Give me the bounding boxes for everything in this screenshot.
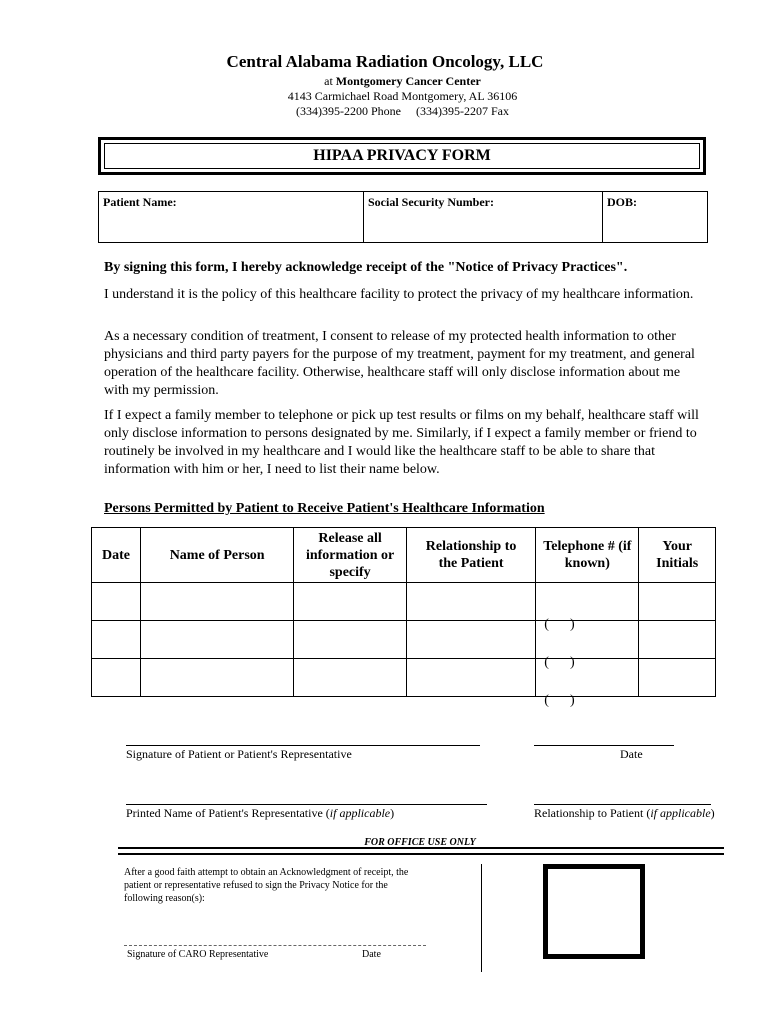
- cell-release[interactable]: [294, 621, 407, 659]
- relationship-line[interactable]: [534, 804, 711, 805]
- cell-relationship[interactable]: [406, 583, 535, 621]
- cell-date[interactable]: [92, 621, 141, 659]
- ssn-label: Social Security Number:: [368, 195, 494, 209]
- cell-initials[interactable]: [639, 659, 716, 697]
- cell-initials[interactable]: [639, 621, 716, 659]
- cell-initials[interactable]: [639, 583, 716, 621]
- form-title: HIPAA PRIVACY FORM: [104, 143, 700, 169]
- phone-parens: ( ): [544, 693, 575, 708]
- patient-signature-line[interactable]: [126, 745, 480, 746]
- location-name: Montgomery Cancer Center: [335, 74, 481, 88]
- relationship-prefix: Relationship to Patient (: [534, 806, 651, 820]
- cell-name[interactable]: [140, 659, 293, 697]
- dob-field[interactable]: [603, 192, 707, 242]
- relationship-label: [534, 806, 715, 821]
- printed-name-line[interactable]: [126, 804, 487, 805]
- cell-telephone[interactable]: [536, 659, 639, 708]
- patient-signature-label: Signature of Patient or Patient's Representative: [126, 747, 352, 761]
- paragraph-policy: I understand it is the policy of this healthcare facility to protect the privacy of my healthcare information.: [104, 287, 694, 302]
- printed-name-label: [126, 806, 394, 821]
- col-release: Release all information or specify: [294, 528, 407, 583]
- cell-telephone[interactable]: [536, 583, 639, 632]
- office-use-divider: [118, 847, 724, 855]
- office-note: After a good faith attempt to obtain an Acknowledgment of receipt, the patient or representative refused to sign the Privacy Notice for the following reason(s):: [124, 867, 409, 904]
- if-applicable-text: if applicable: [329, 806, 391, 820]
- patient-name-field[interactable]: [99, 192, 364, 242]
- dob-label: DOB:: [607, 195, 637, 209]
- patient-info-box: [98, 191, 708, 243]
- table-row: [92, 659, 716, 697]
- contact-line: (334)395-2200 Phone (334)395-2207 Fax: [296, 104, 509, 118]
- cell-release[interactable]: [294, 659, 407, 697]
- date-label: Date: [620, 747, 643, 761]
- col-telephone: Telephone # (if known): [536, 528, 639, 583]
- table-header-row: [92, 528, 716, 583]
- patient-name-label: Patient Name:: [103, 195, 177, 209]
- col-date: Date: [92, 528, 141, 583]
- persons-table: [91, 527, 716, 708]
- address: 4143 Carmichael Road Montgomery, AL 36106: [287, 89, 518, 103]
- office-divider-line: [481, 864, 482, 972]
- col-relationship: Relationship to the Patient: [406, 528, 535, 583]
- cell-relationship[interactable]: [406, 621, 535, 659]
- org-name: Central Alabama Radiation Oncology, LLC: [226, 52, 544, 71]
- office-box: [543, 864, 645, 959]
- caro-signature-line[interactable]: [124, 945, 426, 946]
- location-line: [0, 74, 770, 89]
- cell-release[interactable]: [294, 583, 407, 621]
- cell-relationship[interactable]: [406, 659, 535, 697]
- cell-telephone[interactable]: [536, 621, 639, 670]
- printed-name-prefix: Printed Name of Patient's Representative (: [126, 806, 330, 820]
- cell-date[interactable]: [92, 659, 141, 697]
- caro-date-label: Date: [362, 949, 381, 960]
- table-row: [92, 583, 716, 621]
- cell-date[interactable]: [92, 583, 141, 621]
- caro-signature-label: Signature of CARO Representative: [127, 949, 269, 960]
- phone-parens: ( ): [544, 617, 575, 632]
- ssn-field[interactable]: [364, 192, 603, 242]
- persons-section-title: Persons Permitted by Patient to Receive Patient's Healthcare Information: [104, 501, 545, 516]
- paragraph-family: If I expect a family member to telephone or pick up test results or films on my behalf, healthcare staff will only disclose information to persons designated by me. Similarly, if I expect a family member or friend to routinely be involved in my healthcare and I would like the healthcare staff to be able to share that information with him or her, I need to list their name below.: [104, 408, 699, 477]
- close-paren: ): [710, 806, 715, 820]
- date-signature-line[interactable]: [534, 745, 674, 746]
- if-applicable-text: if applicable: [650, 806, 711, 820]
- cell-name[interactable]: [140, 583, 293, 621]
- form-title-box: [98, 137, 706, 175]
- close-paren: ): [390, 806, 395, 820]
- table-row: [92, 621, 716, 659]
- col-initials: Your Initials: [639, 528, 716, 583]
- at-text: at: [324, 74, 333, 88]
- acknowledgment-statement: By signing this form, I hereby acknowledge receipt of the "Notice of Privacy Practices".: [104, 260, 628, 275]
- office-use-title: FOR OFFICE USE ONLY: [364, 837, 476, 848]
- paragraph-consent: As a necessary condition of treatment, I consent to release of my protected health information to other physicians and third party payers for the purpose of my treatment, payment for my treatment, and general operation of the healthcare facility. Otherwise, healthcare staff will only disclose information about me with my permission.: [104, 329, 695, 398]
- cell-name[interactable]: [140, 621, 293, 659]
- col-name: Name of Person: [140, 528, 293, 583]
- phone-parens: ( ): [544, 655, 575, 670]
